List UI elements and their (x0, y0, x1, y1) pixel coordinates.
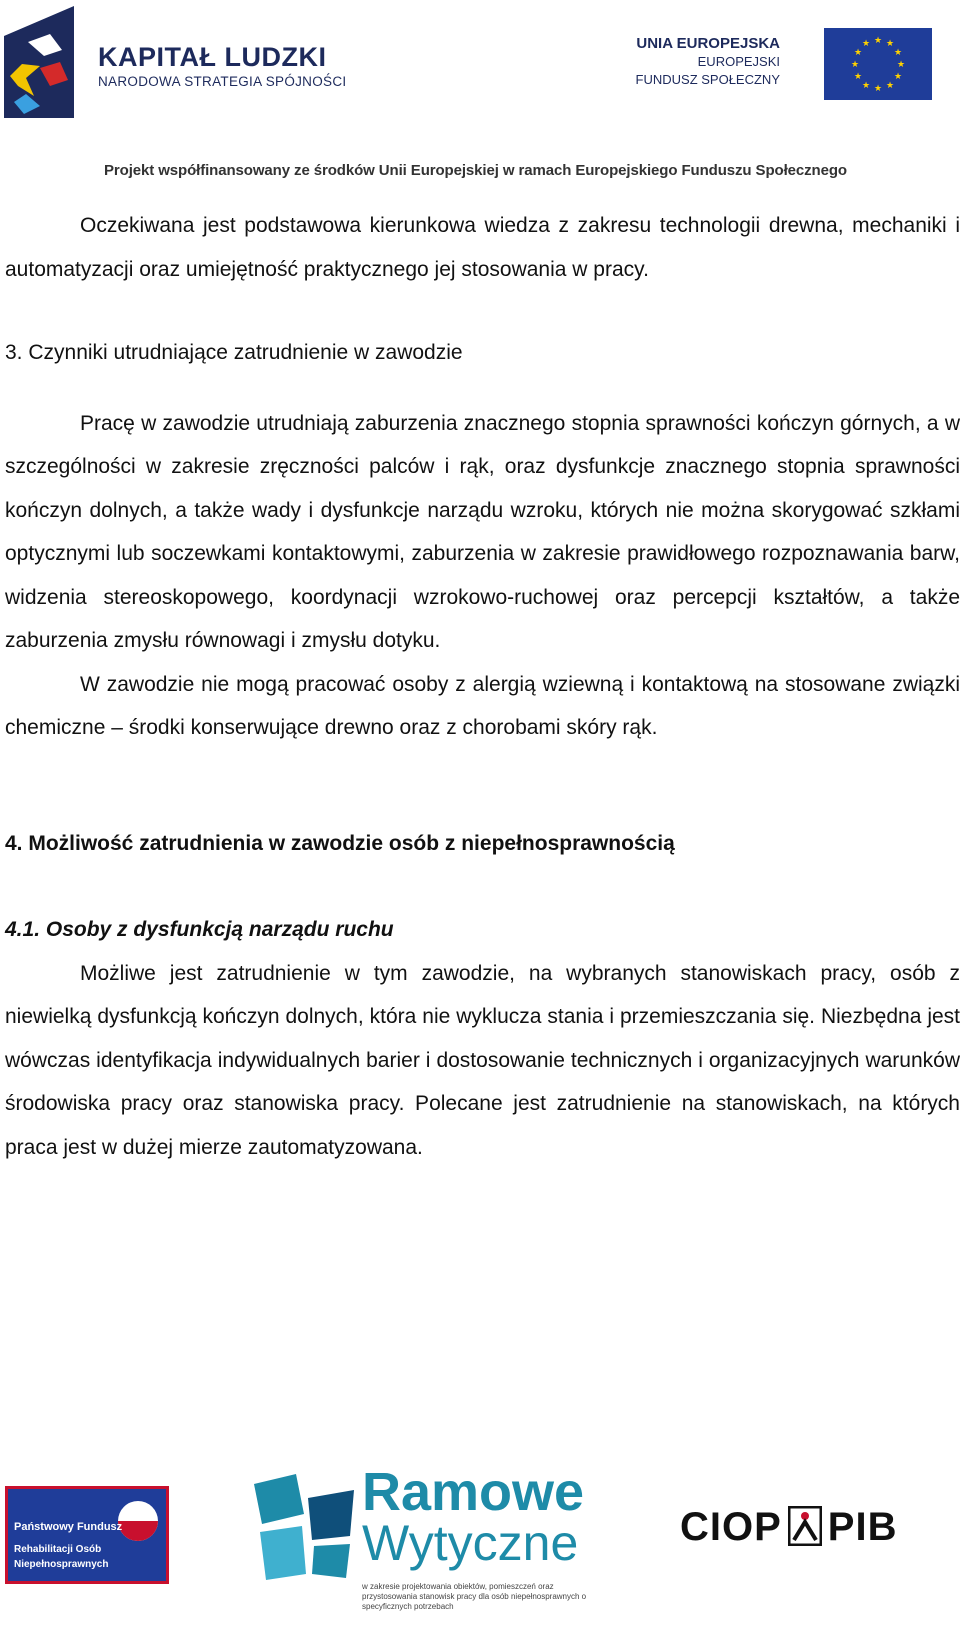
svg-text:★: ★ (850, 60, 860, 70)
pfron-line-3: Niepełnosprawnych (14, 1559, 109, 1570)
svg-text:★: ★ (861, 39, 871, 49)
wytyczne-subtitle: Wytyczne (362, 1515, 579, 1571)
pfron-line-1: Państwowy Fundusz (14, 1521, 123, 1533)
cofinancing-note: Projekt współfinansowany ze środków Unii Europejskiej w ramach Europejskiego Funduszu Społecznego (104, 162, 847, 179)
kapital-ludzki-text (98, 42, 346, 89)
kapital-ludzki-star-logo (4, 6, 80, 118)
section-heading-4: 4. Możliwość zatrudnienia w zawodzie osób z niepełnosprawnością (5, 831, 675, 855)
paragraph-limitations: Pracę w zawodzie utrudniają zaburzenia znacznego stopnia sprawności kończyn górnych, a w szczególności w zakresie zręczności palców i rąk, oraz dysfunkcje znacznego stopnia sprawności kończyn dolnych, a także wady i dysfunkcje narządu wzroku, których nie można skorygować szkłami optycznymi lub soczewkami kontaktowymi, zaburzenia w zakresie prawidłowego rozpoznawania barw, widzenia stereoskopowego, koordynacji wzrokowo-ruchowej oraz percepcji kształtów, a także zaburzenia zmysłu równowagi i zmysłu dotyku. (5, 411, 960, 652)
page-header (0, 0, 960, 190)
svg-text:★: ★ (873, 36, 883, 46)
ciop-figure-icon (788, 1506, 822, 1546)
pfron-logo (5, 1486, 169, 1584)
eu-fund-line1: EUROPEJSKI (697, 54, 780, 69)
eu-flag-icon (824, 28, 932, 100)
ramowe-wytyczne-mark-icon (254, 1474, 354, 1580)
svg-text:★: ★ (896, 60, 906, 70)
paragraph-motor-dysfunction: Możliwe jest zatrudnienie w tym zawodzie, na wybranych stanowiskach pracy, osób z niewielką dysfunkcją kończyn dolnych, która nie wyklucza stania i przemieszczania się. Niezbędna jest wówczas identyfikacja indywidualnych barier i dostosowanie technicznych i organizacyjnych warunków środowiska pracy oraz stanowiska pracy. Polecane jest zatrudnienie na stanowiskach, na których praca jest w dużej mierze zautomatyzowana. (5, 961, 960, 1159)
svg-text:★: ★ (893, 48, 903, 58)
section-heading-4-1: 4.1. Osoby z dysfunkcją narządu ruchu (5, 918, 394, 941)
eu-text-block (636, 34, 780, 89)
pib-text: PIB (827, 1505, 898, 1549)
svg-text:★: ★ (893, 72, 903, 82)
ramowe-wytyczne-caption: w zakresie projektowania obiektów, pomieszczeń oraz przystosowania stanowisk pracy dla osób niepełnosprawnych o specyficznych potrzebach (362, 1582, 587, 1611)
svg-text:★: ★ (885, 81, 895, 91)
kapital-ludzki-title: KAPITAŁ LUDZKI (98, 42, 327, 72)
svg-text:★: ★ (861, 81, 871, 91)
eu-title: UNIA EUROPEJSKA (636, 35, 780, 52)
svg-text:★: ★ (853, 48, 863, 58)
eu-fund-line2: FUNDUSZ SPOŁECZNY (635, 72, 780, 87)
pfron-emblem-icon (116, 1499, 160, 1543)
page-footer (0, 1460, 960, 1628)
paragraph-allergies: W zawodzie nie mogą pracować osoby z alergią wziewną i kontaktową na stosowane związki chemiczne – środki konserwujące drewno oraz z chorobami skóry rąk. (5, 672, 960, 739)
section-heading-3: 3. Czynniki utrudniające zatrudnienie w zawodzie (5, 341, 463, 364)
document-body (5, 204, 960, 1169)
svg-text:★: ★ (885, 39, 895, 49)
ciop-text: CIOP (680, 1505, 782, 1549)
ciop-pib-logo (680, 1505, 897, 1550)
svg-text:★: ★ (853, 72, 863, 82)
pfron-line-2: Rehabilitacji Osób (14, 1544, 102, 1555)
ramowe-title: Ramowe (362, 1462, 585, 1522)
kapital-ludzki-subtitle: NARODOWA STRATEGIA SPÓJNOŚCI (98, 74, 347, 89)
svg-text:★: ★ (873, 84, 883, 94)
paragraph-knowledge: Oczekiwana jest podstawowa kierunkowa wiedza z zakresu technologii drewna, mechaniki i automatyzacji oraz umiejętność praktycznego jej stosowania w pracy. (5, 214, 960, 281)
